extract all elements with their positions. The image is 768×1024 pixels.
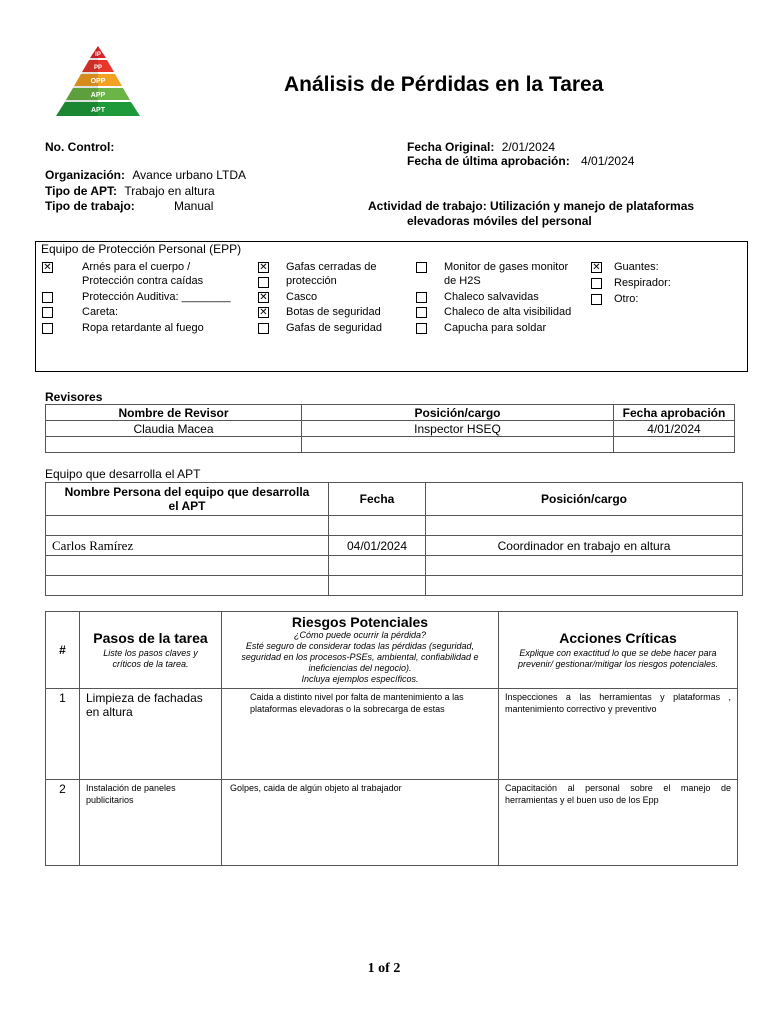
activity-line-2: elevadoras móviles del personal bbox=[407, 214, 592, 228]
epp-checkbox[interactable] bbox=[591, 262, 602, 273]
reviewers-header-position: Posición/cargo bbox=[302, 405, 614, 421]
steps-header-risks-sub-1: ¿Cómo puede ocurrir la pérdida? bbox=[293, 630, 427, 640]
table-row bbox=[46, 516, 743, 536]
reviewers-table bbox=[45, 404, 735, 453]
steps-header-risks-sub-2: Esté seguro de considerar todas las pérdidas (seguridad, seguridad en los procesos-PSEs, ambiental, confiabilidad e ineficiencias del negocio). bbox=[241, 641, 479, 673]
epp-item-label: Chaleco de alta visibilidad bbox=[444, 306, 572, 318]
epp-title: Equipo de Protección Personal (EPP) bbox=[41, 242, 242, 256]
steps-header-actions-title: Acciones Críticas bbox=[559, 630, 677, 646]
epp-checkbox[interactable] bbox=[42, 323, 53, 334]
reviewer-date bbox=[614, 437, 735, 453]
epp-item-label: Gafas de seguridad bbox=[286, 322, 383, 334]
work-type-value: Manual bbox=[174, 199, 214, 213]
epp-checkbox-secondary[interactable] bbox=[258, 277, 269, 288]
epp-item-label: Monitor de gases monitor bbox=[444, 261, 569, 273]
team-member-name bbox=[46, 576, 329, 596]
team-member-date bbox=[329, 576, 426, 596]
table-row bbox=[46, 556, 743, 576]
team-member-date: 04/01/2024 bbox=[329, 536, 426, 556]
epp-checkbox[interactable] bbox=[258, 307, 269, 318]
organization-value: Avance urbano LTDA bbox=[132, 168, 246, 182]
epp-checkbox[interactable] bbox=[42, 262, 53, 273]
table-row bbox=[46, 536, 743, 556]
team-header-position: Posición/cargo bbox=[426, 483, 743, 516]
epp-item-label: Chaleco salvavidas bbox=[444, 291, 539, 303]
organization-label: Organización: bbox=[45, 168, 126, 182]
steps-header-steps-title: Pasos de la tarea bbox=[93, 630, 208, 646]
steps-header-steps bbox=[80, 612, 222, 689]
logo-level-1: IP bbox=[95, 52, 101, 58]
team-title: Equipo que desarrolla el APT bbox=[45, 467, 201, 481]
reviewers-title: Revisores bbox=[45, 390, 103, 404]
epp-checkbox[interactable] bbox=[416, 292, 427, 303]
epp-checkbox[interactable] bbox=[416, 323, 427, 334]
table-row bbox=[46, 421, 735, 437]
epp-item-label-line2: Protección contra caídas bbox=[82, 275, 204, 287]
epp-item-label: Guantes: bbox=[614, 261, 659, 273]
table-row bbox=[46, 576, 743, 596]
steps-header-risks-sub-3: Incluya ejemplos específicos. bbox=[301, 674, 419, 684]
apt-type-label: Tipo de APT: bbox=[45, 184, 117, 198]
step-number: 2 bbox=[46, 780, 80, 866]
steps-header-number: # bbox=[46, 612, 80, 689]
team-member-name: Carlos Ramírez bbox=[46, 536, 329, 556]
epp-item-label-line2: protección bbox=[286, 275, 337, 287]
epp-checkbox[interactable] bbox=[258, 262, 269, 273]
epp-checkbox[interactable] bbox=[416, 262, 427, 273]
approval-date-label: Fecha de última aprobación: bbox=[407, 154, 570, 168]
step-action: Capacitación al personal sobre el manejo de herramientas y el buen uso de los Epp bbox=[499, 780, 738, 866]
activity-line-1: Actividad de trabajo: Utilización y manejo de plataformas bbox=[368, 199, 695, 213]
epp-item-label: Protección Auditiva: ________ bbox=[82, 291, 231, 303]
step-name: Limpieza de fachadas en altura bbox=[80, 689, 222, 780]
steps-header-risks-title: Riesgos Potenciales bbox=[291, 614, 429, 630]
reviewer-name bbox=[46, 437, 302, 453]
step-risk: Caida a distinto nivel por falta de mantenimiento a las plataformas elevadoras o la sobrecarga de estas bbox=[222, 689, 499, 780]
epp-item-label: Gafas cerradas de bbox=[286, 261, 377, 273]
table-row bbox=[46, 689, 738, 780]
epp-item-label: Respirador: bbox=[614, 277, 671, 289]
logo-level-2: PP bbox=[93, 65, 103, 71]
apt-type-row bbox=[45, 184, 215, 198]
page-number: 1 of 2 bbox=[367, 961, 401, 976]
steps-table bbox=[45, 611, 738, 866]
organization-row bbox=[45, 168, 246, 182]
logo-level-4: APP bbox=[90, 92, 106, 99]
epp-checkbox[interactable] bbox=[258, 323, 269, 334]
apt-type-value: Trabajo en altura bbox=[124, 184, 215, 198]
approval-date-value: 4/01/2024 bbox=[581, 154, 635, 168]
steps-header-actions-sub: Explique con exactitud lo que se debe hacer para prevenir/ gestionar/mitigar los riesgos potenciales. bbox=[517, 648, 719, 669]
reviewer-date: 4/01/2024 bbox=[614, 421, 735, 437]
apt-pyramid-logo bbox=[52, 44, 144, 122]
epp-item-label: Casco bbox=[286, 291, 318, 303]
epp-checkbox[interactable] bbox=[591, 278, 602, 289]
table-row bbox=[46, 437, 735, 453]
work-type-row bbox=[45, 199, 214, 213]
steps-header-actions bbox=[499, 612, 738, 689]
reviewers-header-name: Nombre de Revisor bbox=[46, 405, 302, 421]
epp-checkbox[interactable] bbox=[258, 292, 269, 303]
epp-item-label: Arnés para el cuerpo / bbox=[82, 261, 191, 273]
work-type-label: Tipo de trabajo: bbox=[45, 199, 135, 213]
logo-level-5: APT bbox=[91, 107, 105, 114]
step-number: 1 bbox=[46, 689, 80, 780]
table-row bbox=[46, 780, 738, 866]
epp-item-label: Capucha para soldar bbox=[444, 322, 547, 334]
team-member-name bbox=[46, 556, 329, 576]
original-date-value: 2/01/2024 bbox=[501, 140, 556, 154]
epp-item-label-line2: de H2S bbox=[444, 275, 481, 287]
original-date-label: Fecha Original: bbox=[407, 140, 495, 154]
page-title: Análisis de Pérdidas en la Tarea bbox=[284, 73, 604, 96]
team-member-date bbox=[329, 516, 426, 536]
control-label: No. Control: bbox=[45, 140, 115, 154]
team-header-date: Fecha bbox=[329, 483, 426, 516]
steps-header-risks bbox=[222, 612, 499, 689]
epp-checkbox[interactable] bbox=[42, 307, 53, 318]
epp-item-label: Otro: bbox=[614, 293, 639, 305]
team-member-name bbox=[46, 516, 329, 536]
team-member-position: Coordinador en trabajo en altura bbox=[426, 536, 743, 556]
team-member-position bbox=[426, 556, 743, 576]
epp-item-label: Careta: bbox=[82, 306, 119, 318]
team-header-name: Nombre Persona del equipo que desarrolla el APT bbox=[46, 483, 329, 516]
reviewer-name: Claudia Macea bbox=[46, 421, 302, 437]
step-name: Instalación de paneles publicitarios bbox=[80, 780, 222, 866]
approval-date-row bbox=[407, 154, 634, 168]
epp-item-label: Ropa retardante al fuego bbox=[82, 322, 204, 334]
epp-checkbox[interactable] bbox=[42, 292, 53, 303]
epp-checkbox[interactable] bbox=[591, 294, 602, 305]
reviewers-header-date: Fecha aprobación bbox=[614, 405, 735, 421]
team-member-position bbox=[426, 576, 743, 596]
steps-header-steps-sub: Liste los pasos claves y críticos de la tarea. bbox=[103, 648, 198, 669]
epp-checkbox[interactable] bbox=[416, 307, 427, 318]
team-member-date bbox=[329, 556, 426, 576]
logo-level-3: OPP bbox=[90, 78, 106, 85]
step-action: Inspecciones a las herramientas y plataformas , mantenimiento correctivo y preventivo bbox=[499, 689, 738, 780]
reviewer-position: Inspector HSEQ bbox=[302, 421, 614, 437]
team-member-position bbox=[426, 516, 743, 536]
original-date-row bbox=[407, 140, 555, 154]
epp-item-label: Botas de seguridad bbox=[286, 306, 381, 318]
step-risk: Golpes, caida de algún objeto al trabajador bbox=[222, 780, 499, 866]
team-table bbox=[45, 482, 743, 596]
reviewer-position bbox=[302, 437, 614, 453]
